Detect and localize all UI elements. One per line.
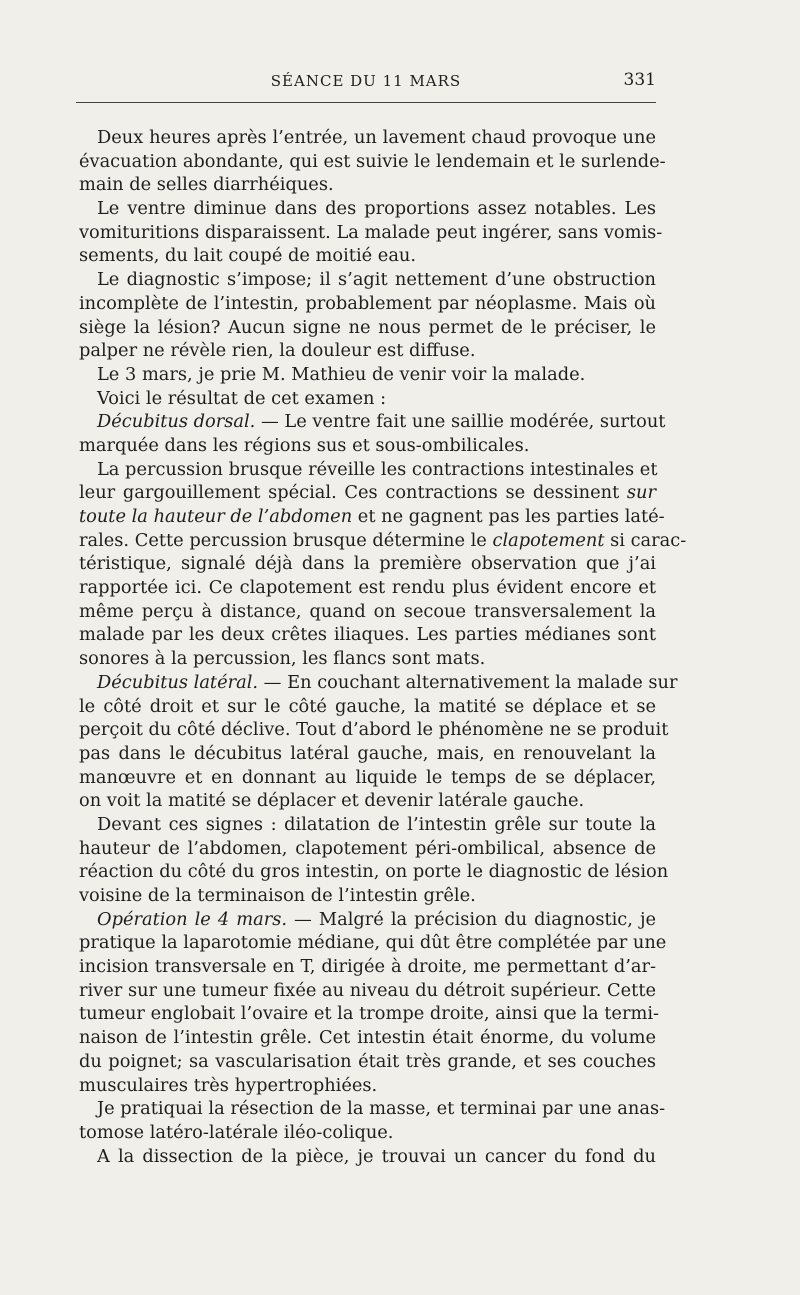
text-line: La percussion brusque réveille les contractions intestinales et [97,458,658,480]
text-line: perçoit du côté déclive. Tout d’abord le phénomène ne se produit [79,719,669,741]
italic-heading: Opération le 4 mars. [97,908,287,930]
text-line: musculaires très hypertrophiées. [79,1074,378,1096]
text-line: sonores à la percussion, les flancs sont mats. [79,648,486,670]
italic-phrase: clapotement [492,529,605,551]
text-line: Deux heures après l’entrée, un lavement chaud provoque une [97,127,656,148]
italic-phrase: sur [626,482,656,504]
text-line: Devant ces signes : dilatation de l’intestin grêle sur toute la [97,813,656,835]
text-line: A la dissection de la pièce, je trouvai un cancer du fond du [97,1145,656,1167]
text-line: tumeur englobait l’ovaire et la trompe droite, ainsi que la termi- [79,1003,660,1025]
text-line: le côté droit et sur le côté gauche, la matité se déplace et se [79,695,656,717]
text-line: on voit la matité se déplacer et devenir latérale gauche. [79,790,585,812]
text-line: tomose latéro-latérale iléo-colique. [79,1121,394,1143]
text-line: toute la hauteur de l’abdomen et ne gagnent pas les parties laté- [79,506,665,527]
text-line: leur gargouillement spécial. Ces contractions se dessinent sur [79,482,656,504]
text-line: river sur une tumeur fixée au niveau du détroit supérieur. Cette [79,979,656,1001]
text-line: naison de l’intestin grêle. Cet intestin était énorme, du volume [79,1027,656,1049]
text-line: Voici le résultat de cet examen : [97,387,387,409]
text-line: marquée dans les régions sus et sous-ombilicales. [79,434,530,456]
page-number: 331 [623,70,656,90]
text-line: même perçu à distance, quand on secoue transversalement la [79,600,656,622]
text-line: main de selles diarrhéiques. [79,174,334,196]
text-line: pratique la laparotomie médiane, qui dût être complétée par une [79,932,667,954]
text-line: Le diagnostic s’impose; il s’agit nettement d’une obstruction [97,269,656,291]
text-line: Opération le 4 mars. — Malgré la précision du diagnostic, je [97,908,657,930]
header-rule [76,102,656,103]
italic-heading: Décubitus dorsal. [97,411,256,433]
text-line: évacuation abondante, qui est suivie le lendemain et le surlende- [79,150,666,172]
running-title: SÉANCE DU 11 MARS [270,72,462,90]
text-line: palper ne révèle rien, la douleur est diffuse. [79,340,476,362]
text-line: réaction du côté du gros intestin, on porte le diagnostic de lésion [79,861,669,883]
text-line: incomplète de l’intestin, probablement par néoplasme. Mais où [79,292,656,314]
text-line: du poignet; sa vascularisation était très grande, et ses couches [79,1050,656,1072]
text-line: Décubitus dorsal. — Le ventre fait une saillie modérée, surtout [97,411,666,433]
text-line: pas dans le décubitus latéral gauche, mais, en renouvelant la [79,742,656,764]
text-line: hauteur de l’abdomen, clapotement péri-ombilical, absence de [79,837,656,859]
text-line: téristique, signalé déjà dans la première observation que j’ai [79,553,656,575]
text-line: vomituritions disparaissent. La malade peut ingérer, sans vomis- [79,221,663,243]
text-line: sements, du lait coupé de moitié eau. [79,245,417,267]
text-line: voisine de la terminaison de l’intestin grêle. [79,885,476,906]
page-header [76,68,656,94]
italic-heading: toute la hauteur de l’abdomen [79,506,353,527]
body-text [79,126,687,1168]
text-line: manœuvre et en donnant au liquide le temps de se déplacer, [79,766,656,788]
text-line: Je pratiquai la résection de la masse, et terminai par une anas- [97,1098,666,1120]
text-line: incision transversale en T, dirigée à droite, me permettant d’ar- [79,956,656,978]
text-line: rapportée ici. Ce clapotement est rendu plus évident encore et [79,577,656,599]
text-line: Le 3 mars, je prie M. Mathieu de venir voir la malade. [97,363,586,385]
text-line: siège la lésion? Aucun signe ne nous permet de le préciser, le [79,316,656,338]
text-line: malade par les deux crêtes iliaques. Les parties médianes sont [79,624,656,646]
text-line: Décubitus latéral. — En couchant alternativement la malade sur [97,671,678,693]
italic-heading: Décubitus latéral. [97,671,259,693]
text-line: rales. Cette percussion brusque détermine le clapotement si carac- [79,529,687,551]
text-line: Le ventre diminue dans des proportions assez notables. Les [97,198,656,220]
